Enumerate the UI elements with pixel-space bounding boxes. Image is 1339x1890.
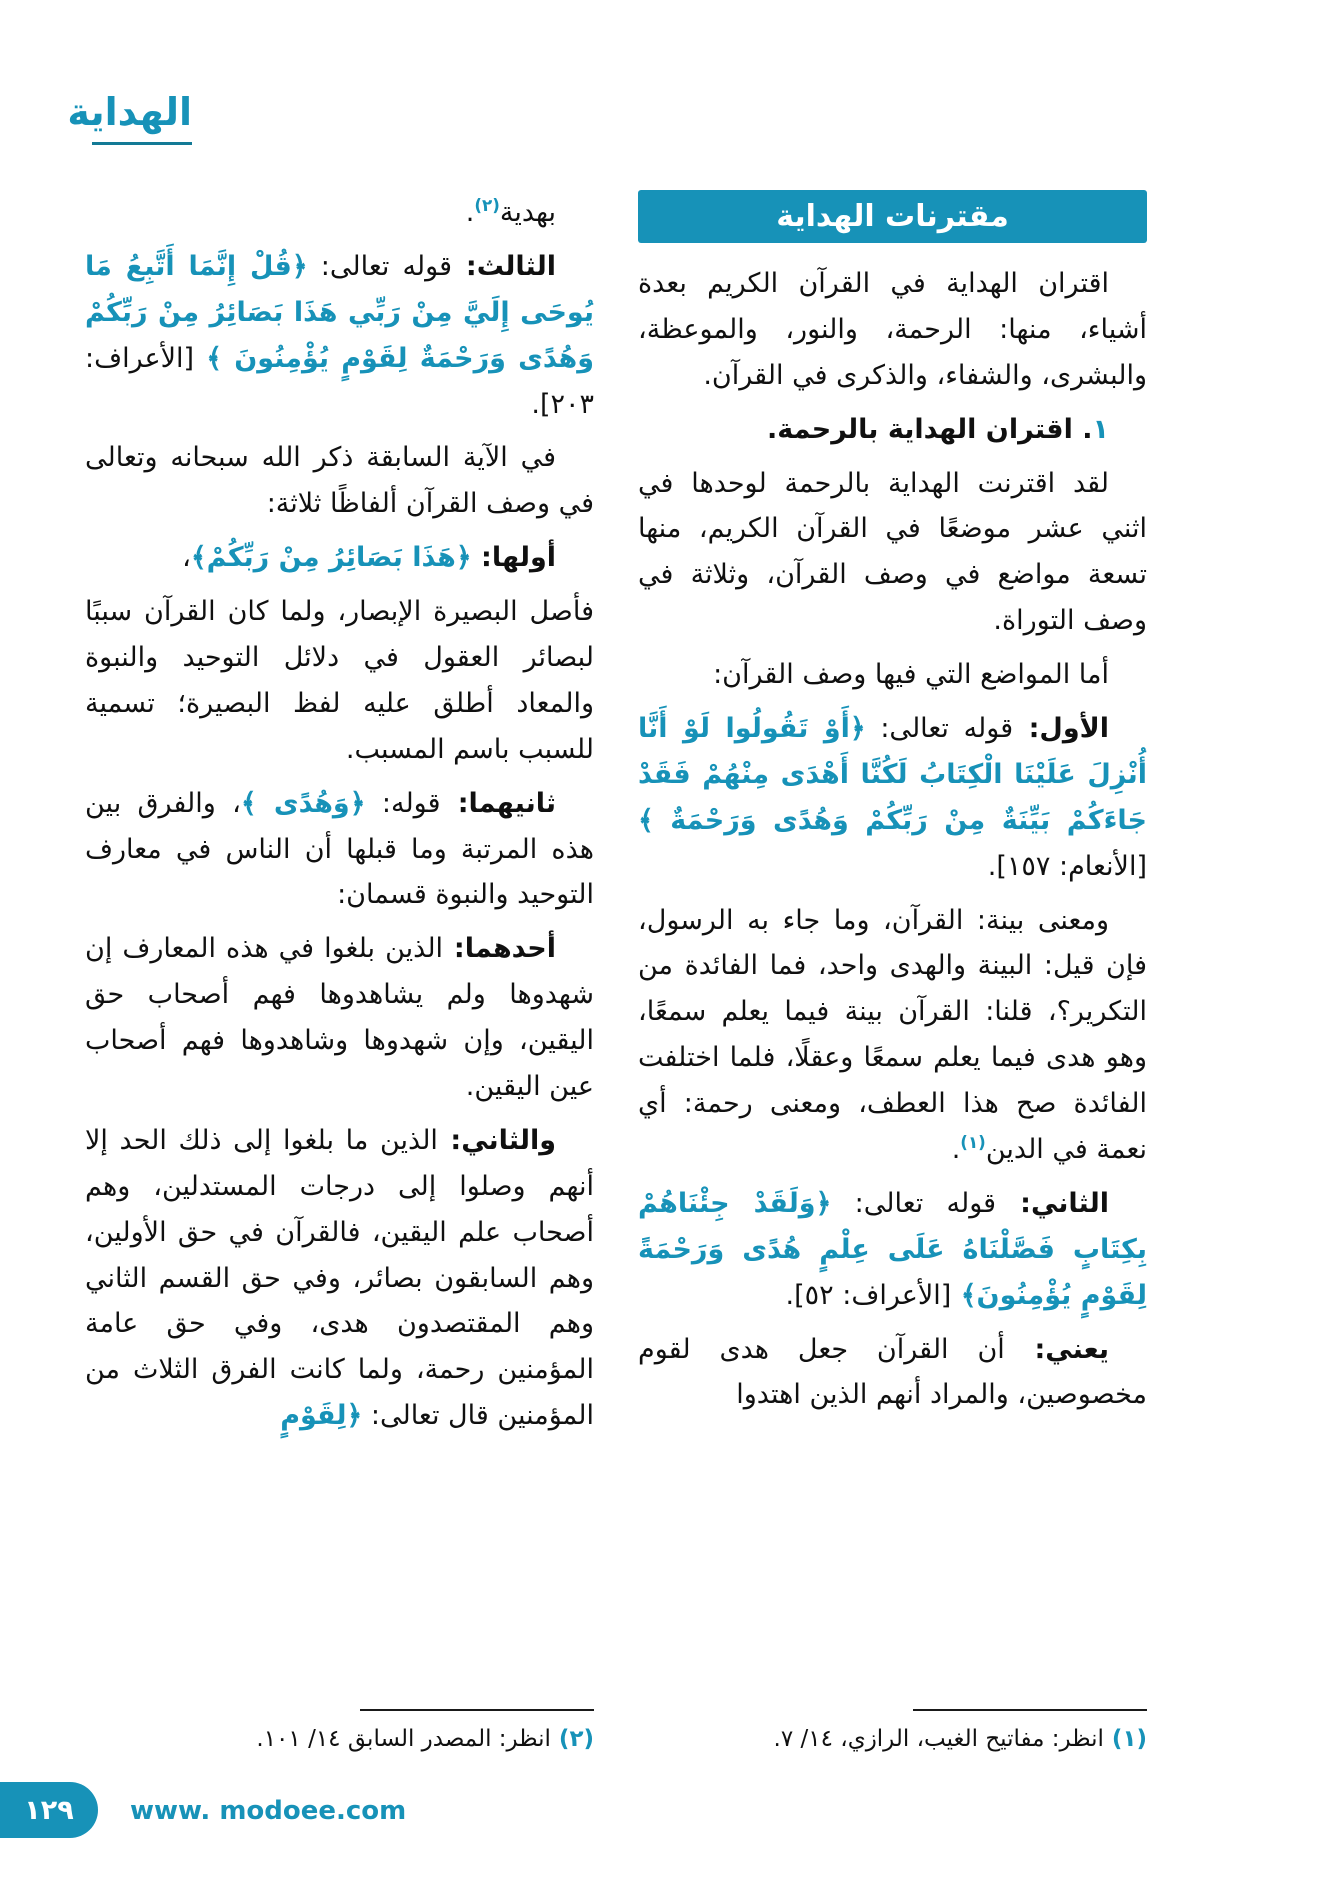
- body-text: أما المواضع التي فيها وصف القرآن:: [713, 659, 1109, 691]
- quran-verse: ﴿أَوْ تَقُولُوا لَوْ أَنَّا أُنْزِلَ عَلَيْنَا الْكِتَابُ لَكُنَّا أَهْدَى مِنْهُمْ فَقَدْ جَاءَكُمْ بَيِّنَةٌ مِنْ رَبِّكُمْ وَهُدًى وَرَحْمَةٌ ﴾: [638, 713, 1147, 836]
- bold-label: الأول:: [1013, 713, 1109, 745]
- column-right: [638, 190, 1147, 1758]
- footnote-block-right: [638, 1701, 1147, 1758]
- body-text: [الأعراف: ٥٢].: [785, 1279, 952, 1311]
- bold-label: يعني:: [1004, 1333, 1110, 1365]
- column-left: [85, 190, 594, 1758]
- body-text: .: [951, 1134, 961, 1166]
- body-text: ، والفرق بين هذه المرتبة وما قبلها أن الناس في معارف التوحيد والنبوة قسمان:: [85, 787, 594, 911]
- bold-label: والثاني:: [437, 1124, 556, 1156]
- paragraph: [85, 244, 594, 428]
- footnote-lines-left: [85, 1711, 594, 1758]
- quran-verse: ﴿قُلْ إِنَّمَا أَتَّبِعُ مَا يُوحَى إِلَيَّ مِنْ رَبِّي هَذَا بَصَائِرُ مِنْ رَبِّكُمْ وَهُدًى وَرَحْمَةٌ لِقَوْمٍ يُؤْمِنُونَ ﴾: [85, 250, 594, 374]
- page-content: [85, 190, 1147, 1758]
- body-text: قوله:: [365, 787, 441, 819]
- paragraph: [638, 461, 1147, 645]
- body-text: فأصل البصيرة الإبصار، ولما كان القرآن سببًا لبصائر العقول في دلائل التوحيد والنبوة والمعاد أطلق عليه لفظ البصيرة؛ تسمية للسبب باسم المسبب.: [85, 596, 594, 765]
- paragraph: [85, 781, 594, 919]
- bold-label: أحدهما:: [443, 933, 556, 965]
- footnote-marker: (٢): [474, 195, 500, 215]
- paragraph: [638, 652, 1147, 698]
- paragraph: [85, 1118, 594, 1439]
- body-text: اقتران الهداية في القرآن الكريم بعدة أشياء، منها: الرحمة، والنور، والموعظة، والبشرى، والشفاء، والذكرى في القرآن.: [638, 268, 1147, 391]
- body-text: ،: [182, 542, 191, 574]
- quran-verse: ﴿لِقَوْمٍ: [280, 1400, 363, 1432]
- body-text: .: [465, 197, 475, 228]
- column-left-paragraphs: [85, 190, 594, 1447]
- quran-verse: ﴿وَهُدًى ﴾: [240, 787, 366, 819]
- column-right-paragraphs: [638, 261, 1147, 1426]
- body-text: الذين ما بلغوا إلى ذلك الحد إلا أنهم وصلوا إلى درجات المستدلين، وهم أصحاب علم اليقين، فالقرآن في حق الأولين، وهم السابقون بصائر، وفي حق القسم الثاني وهم المقتصدون هدى، وفي حق عامة المؤمنين رحمة، ولما كانت الفرق الثلاث من المؤمنين قال تعالى:: [85, 1124, 594, 1432]
- publisher-logo: الهداية: [92, 92, 192, 145]
- footnote-text: انظر: مفاتيح الغيب، الرازي، ١٤/ ٧.: [773, 1726, 1104, 1753]
- paragraph: [85, 589, 594, 773]
- body-text: قوله تعالى:: [865, 713, 1014, 745]
- paragraph: [638, 1181, 1147, 1319]
- paragraph: [85, 435, 594, 527]
- bold-label: أولها:: [471, 542, 556, 574]
- paragraph: [638, 706, 1147, 890]
- paragraph: [638, 407, 1147, 453]
- section-header: مقترنات الهداية: [638, 190, 1147, 243]
- paragraph: [638, 1327, 1147, 1419]
- paragraph: [85, 535, 594, 581]
- bold-label: الثالث:: [452, 250, 556, 282]
- body-text: الذين بلغوا في هذه المعارف إن شهدوها ولم يشاهدوها فهم أصحاب حق اليقين، وإن شهدوها وشاهدوها فهم أصحاب عين اليقين.: [85, 933, 594, 1103]
- body-text: [الأعراف: ٢٠٣].: [85, 342, 594, 420]
- body-text: أن القرآن جعل هدى لقوم مخصوصين، والمراد أنهم الذين اهتدوا: [638, 1333, 1147, 1411]
- footnote: [85, 1711, 594, 1758]
- body-text: [الأنعام: ١٥٧].: [987, 850, 1147, 882]
- paragraph: [638, 261, 1147, 399]
- quran-verse: ﴿وَلَقَدْ جِئْنَاهُمْ بِكِتَابٍ فَصَّلْنَاهُ عَلَى عِلْمٍ هُدًى وَرَحْمَةً لِقَوْمٍ يُؤْمِنُونَ﴾: [638, 1187, 1147, 1311]
- paragraph: [85, 190, 594, 236]
- paragraph: [85, 926, 594, 1110]
- footnote-text: انظر: المصدر السابق ١٤/ ١٠١.: [256, 1726, 551, 1753]
- quran-verse: ﴿هَذَا بَصَائِرُ مِنْ رَبِّكُمْ﴾: [190, 542, 472, 574]
- footnote: [638, 1711, 1147, 1758]
- body-text: قوله تعالى:: [831, 1187, 997, 1219]
- body-text: قوله تعالى:: [307, 250, 452, 282]
- body-text: لقد اقترنت الهداية بالرحمة لوحدها في اثني عشر موضعًا في القرآن الكريم، منها تسعة مواضع في وصف القرآن، وثلاثة في وصف التوراة.: [638, 467, 1147, 637]
- paragraph: [638, 898, 1147, 1173]
- website-text: www. modoee.com: [130, 1796, 407, 1826]
- body-text: ومعنى بينة: القرآن، وما جاء به الرسول، فإن قيل: البينة والهدى واحد، فما الفائدة من التكرير؟، قلنا: القرآن بينة فيما يعلم سمعًا، وهو هدى فيما يعلم سمعًا وعقلًا، فلما اختلفت الفائدة صح هذا العطف، ومعنى رحمة: أي نعمة في الدين: [638, 904, 1147, 1166]
- footnote-lines-right: [638, 1711, 1147, 1758]
- body-text: بهدية: [499, 197, 556, 228]
- footnote-number: (٢): [550, 1726, 594, 1753]
- bold-label: الثاني:: [996, 1187, 1109, 1219]
- body-text: في الآية السابقة ذكر الله سبحانه وتعالى في وصف القرآن ألفاظًا ثلاثة:: [85, 442, 594, 520]
- page-number-badge: ١٢٩: [0, 1782, 98, 1838]
- footnote-block-left: [85, 1701, 594, 1758]
- footnote-number: (١): [1103, 1726, 1147, 1753]
- bold-label: . اقتران الهداية بالرحمة.: [767, 413, 1093, 445]
- footnote-marker: (١): [960, 1132, 986, 1153]
- bold-label: ثانيهما:: [440, 787, 556, 819]
- list-number: ١: [1092, 413, 1109, 445]
